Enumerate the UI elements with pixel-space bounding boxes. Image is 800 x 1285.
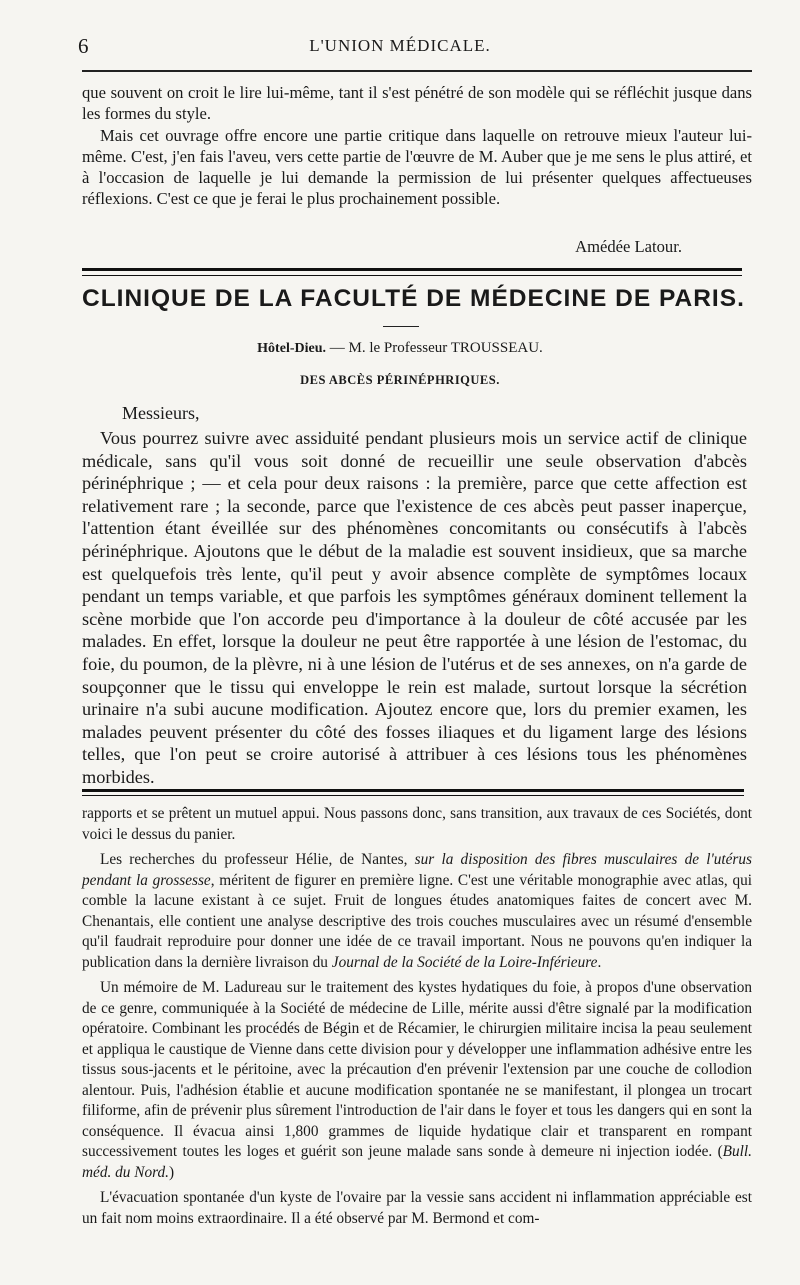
feuilleton-section — [82, 804, 752, 1229]
feuilleton-paragraph: Un mémoire de M. Ladureau sur le traitement des kystes hydatiques du foie, à propos d'une observation de ce genre, communiquée à la Société de médecine de Lille, mérite aussi d'être signalé par la modification opératoire. Combinant les procédés de Bégin et de Récamier, le chirurgien militaire incisa la peau seulement et appliqua le caustique de Vienne dans cette division pour y développer une inflammation adhésive entre les tissus sous-jacents et le péritoine, avec la précaution d'en prévenir l'extension par une couche de collodion alentour. Puis, l'adhésion établie et aucune modification spontanée ne se manifestant, il plongea un trocart filiforme, afin de prévenir plus sûrement l'introduction de l'air dans le foyer et tous les dangers qui en sont la conséquence. Il évacua ainsi 1,800 grammes de liquide hydatique clair et transparent en rompant successivement toutes les loges et guérit son jeune malade sans sonde à demeure ni injection iodée. (Bull. méd. du Nord.) — [82, 979, 752, 1181]
title-short-rule — [383, 326, 419, 327]
feuilleton-divider-thick — [82, 789, 744, 792]
hospital-line — [0, 340, 800, 357]
author-signature: Amédée Latour. — [575, 237, 682, 256]
salutation: Messieurs, — [122, 403, 200, 423]
italic-title: sur la disposition des fibres musculaires de l'utérus pendant la grossesse — [82, 851, 752, 889]
header-rule — [82, 70, 752, 72]
section-divider-thick — [82, 268, 742, 271]
feuilleton-divider-thin — [82, 795, 744, 796]
journal-title: Journal de la Société de la Loire-Inférieure — [331, 953, 598, 971]
page-number: 6 — [78, 34, 89, 58]
feuilleton-paragraph: rapports et se prêtent un mutuel appui. Nous passons donc, sans transition, aux travaux de ces Sociétés, dont voici le dessus du panier. — [82, 805, 752, 843]
lecture-title: DES ABCÈS PÉRINÉPHRIQUES. — [300, 373, 500, 387]
intro-paragraph: que souvent on croit le lire lui-même, tant il s'est pénétré de son modèle qui se réfléchit jusque dans les formes du style. — [82, 83, 752, 124]
clinic-title: CLINIQUE DE LA FACULTÉ DE MÉDECINE DE PARIS. — [82, 285, 745, 312]
intro-section — [82, 82, 752, 210]
intro-paragraph: Mais cet ouvrage offre encore une partie critique dans laquelle on retrouve mieux l'auteur lui-même. C'est, j'en fais l'aveu, vers cette partie de l'œuvre de M. Auber que je me sens le plus attiré, et à l'occasion de laquelle je lui demande la permission de lui présenter quelques affectueuses réflexions. C'est ce que je ferai le plus prochainement possible. — [82, 125, 752, 209]
section-divider-thin — [82, 275, 742, 276]
feuilleton-paragraph: Les recherches du professeur Hélie, de Nantes, sur la disposition des fibres musculaires de l'utérus pendant la grossesse, méritent de figurer en première ligne. C'est une véritable monographie avec atlas, qui comble la lacune existant à ce sujet. Fruit de longues études anatomiques faites de concert avec M. Chenantais, elle contient une analyse descriptive des trois couches musculaires avec un résumé d'ensemble qu'il faudrait reproduire pour donner une idée de ce travail important. Nous ne pouvons qu'en indiquer la publication dans la dernière livraison du Journal de la Société de la Loire-Inférieure. — [82, 851, 753, 971]
feuilleton-paragraph: L'évacuation spontanée d'un kyste de l'ovaire par la vessie sans accident ni inflammation appréciable est un fait nom moins extraordinaire. Il a été observé par M. Bermond et com- — [82, 1189, 752, 1227]
running-title: L'UNION MÉDICALE. — [309, 36, 491, 55]
lecture-body: Vous pourrez suivre avec assiduité pendant plusieurs mois un service actif de clinique médicale, sans qu'il vous soit donné de recueillir une seule observation d'abcès périnéphrique ; — et cela pour deux raisons : la première, parce que cette affection est relativement rare ; la seconde, parce que l'existence de ces abcès peut passer inaperçue, l'attention étant éveillée sur des phénomènes concomitants ou consécutifs à l'abcès périnéphrique. Ajoutons que le début de la maladie est souvent insidieux, que sa marche est quelquefois très lente, qu'il peut y avoir absence complète de symptômes locaux pendant un temps variable, et que parfois les symptômes généraux dominent tellement la scène morbide que l'on accorde peu d'importance à la douleur de côté accusée par les malades. En effet, lorsque la douleur ne peut être rapportée à une lésion de l'estomac, du foie, du poumon, de la plèvre, ni à une lésion de l'utérus et de ses annexes, on n'a garde de soupçonner que le tissu qui enveloppe le rein est malade, surtout lorsque la sécrétion urinaire n'a subi aucune modification. Ajoutez encore que, lors du premier examen, les malades peuvent présenter du côté des fosses iliaques et du ligament large des lésions telles, que l'on peut se croire autorisé à attribuer à ces lésions tous les phénomènes morbides. — [82, 428, 747, 787]
journal-reference: Bull. méd. du Nord. — [82, 1143, 752, 1181]
page-header — [0, 34, 800, 64]
hospital-place: Hôtel-Dieu. — [257, 341, 326, 356]
hospital-professor: — M. le Professeur TROUSSEAU. — [326, 340, 543, 356]
